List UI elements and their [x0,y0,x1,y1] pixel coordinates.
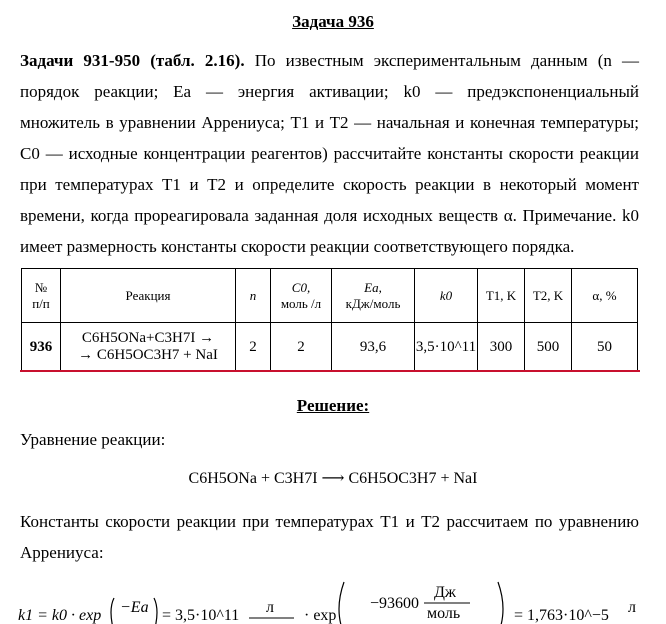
arrhenius-line-1: Константы скорости реакции при температурах T1 и T2 рассчитаем по уравнению [20,512,639,531]
header-t2: T2, K [525,269,572,323]
header-ea-unit: кДж/моль [345,295,401,311]
arrhenius-line-2: Аррениуса: [20,543,104,562]
cell-n: 2 [236,323,271,372]
problem-line-3: множитель в уравнении Аррениуса; T1 и T2 — начальная и конечная температуры; [20,113,639,132]
header-ea-symbol: Ea, [364,279,382,295]
table-row [22,323,638,372]
cell-reaction [61,323,236,372]
problem-text [20,45,639,262]
header-num [22,269,61,323]
header-num-2: п/п [32,295,50,311]
cell-c0: 2 [271,323,332,372]
problem-line-4: C0 — исходные концентрации реагентов) рассчитайте константы скорости реакции [20,144,639,163]
formula-svg [14,572,654,624]
reaction-equation: C6H5ONa + C3H7I ⟶ C6H5OC3H7 + NaI [188,470,478,487]
header-alpha: α, % [572,269,638,323]
header-c0 [271,269,332,323]
header-k0: k0 [415,269,478,323]
header-num-1: № [34,279,48,295]
table-header-row [22,269,638,323]
arrhenius-text [20,506,639,568]
formula-result: = 1,763·10^−5 [514,607,609,624]
data-table [21,268,638,372]
cell-k0: 3,5·10^11 [415,323,478,372]
formula-exp: · exp [304,607,337,624]
solution-title: Решение: [296,396,370,415]
paren-right-2 [498,582,503,624]
page-title: Задача 936 [292,12,374,31]
header-c0-unit: моль /л [280,295,322,311]
problem-lead: Задачи 931-950 (табл. 2.16). [20,51,245,70]
problem-line-5: при температурах T1 и T2 и определите скорость реакции в некоторый момент [20,175,639,194]
paren-left-1 [111,598,114,624]
paren-left-2 [339,582,344,624]
formula-result-unit: л [628,599,636,616]
problem-line-6: времени, когда прореагировала заданная доля исходных веществ α. Примечание. k0 [20,206,639,225]
table-underline [20,370,640,372]
header-ea [332,269,415,323]
header-c0-symbol: C0, [291,279,311,295]
formula-neg-ea: −Ea [120,599,149,616]
reaction-label: Уравнение реакции: [20,430,166,449]
paren-right-1 [154,598,157,624]
problem-line-1-text: По известным экспериментальным данным (n — [254,51,640,70]
formula-numerator: −93600 [370,595,420,612]
formula-k1: k1 = k0 · exp [18,607,102,624]
problem-line-2: порядок реакции; Ea — энергия активации; k0 — предэкспоненциальный [20,82,639,101]
formula-unit-l: л [266,599,274,616]
problem-line-7: имеет размерность константы скорости реакции соответствующего порядка. [20,237,575,256]
formula-k0-value: = 3,5·10^11 [162,607,240,624]
header-t1: T1, K [478,269,525,323]
cell-t2: 500 [525,323,572,372]
cell-t1: 300 [478,323,525,372]
formula-unit-mol: моль [427,605,461,622]
problem-line-1 [20,45,639,76]
arrhenius-formula [14,572,654,624]
formula-unit-j: Дж [434,584,456,601]
header-n: n [236,269,271,323]
cell-num: 936 [22,323,61,372]
cell-reaction-line-2: → C6H5OC3H7 + NaI [78,347,218,363]
cell-reaction-line-1: C6H5ONa+C3H7I → [81,330,215,346]
cell-alpha: 50 [572,323,638,372]
header-reaction: Реакция [61,269,236,323]
cell-ea: 93,6 [332,323,415,372]
